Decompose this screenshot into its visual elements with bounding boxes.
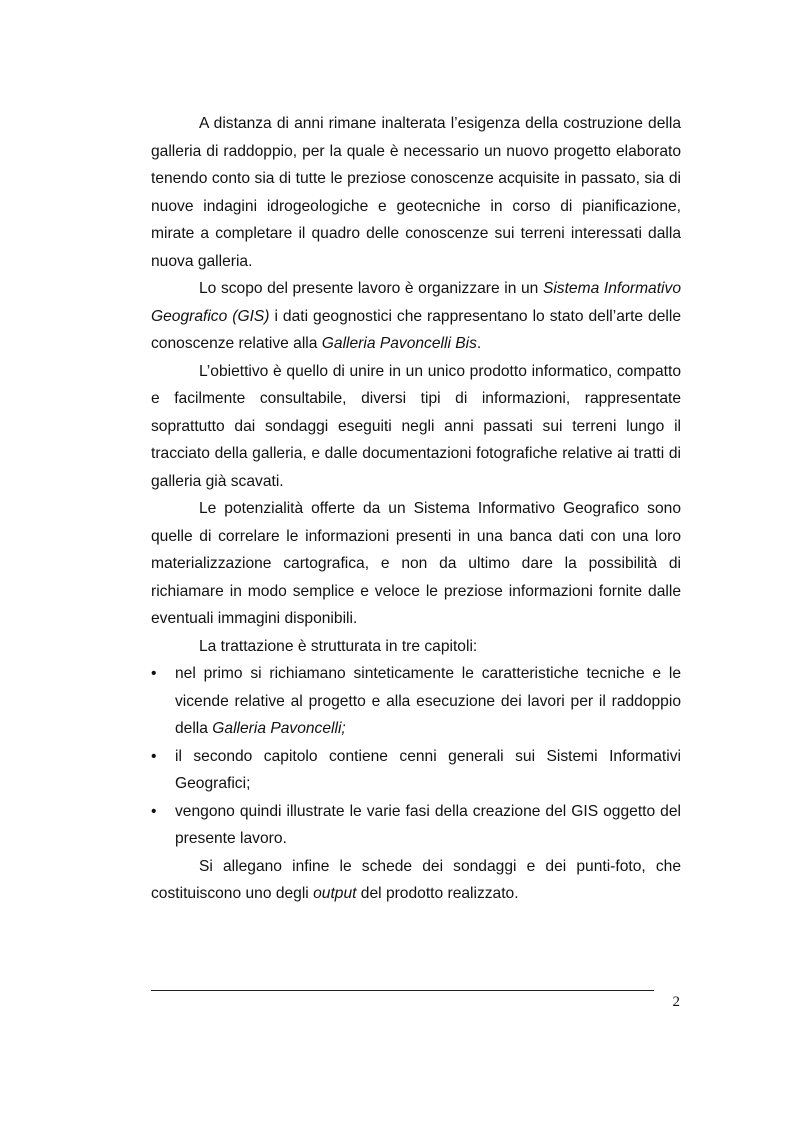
bullet-icon: • xyxy=(151,802,157,820)
chapter-list xyxy=(151,660,681,853)
list-item-text: vengono quindi illustrate le varie fasi della creazione del GIS oggetto del presente lavoro. xyxy=(175,802,681,847)
paragraph-text: Lo scopo del presente lavoro è organizzare in un xyxy=(199,280,543,297)
italic-term-output: output xyxy=(313,885,357,902)
list-item xyxy=(151,660,681,743)
paragraph-objective xyxy=(151,358,681,496)
paragraph-text: La trattazione è strutturata in tre capitoli: xyxy=(199,637,478,655)
paragraph-potential xyxy=(151,495,681,633)
bullet-icon: • xyxy=(151,747,157,765)
list-item xyxy=(151,798,681,853)
italic-term-gallery: Galleria Pavoncelli; xyxy=(212,720,346,737)
footer-divider xyxy=(151,990,654,991)
paragraph-gallery-need xyxy=(151,110,681,275)
body-text xyxy=(151,110,681,908)
bullet-icon: • xyxy=(151,665,157,682)
paragraph-text: Le potenzialità offerte da un Sistema Informativo Geografico sono quelle di correlare le informazioni presenti in una banca dati con una loro materializzazione cartografica, e non da ultimo dare la possibilità di richiamare in modo semplice e veloce le preziose informazioni fornite dalle eventuali immagini disponibili. xyxy=(151,500,681,627)
paragraph-text: L’obiettivo è quello di unire in un unico prodotto informatico, compatto e facilmente consultabile, diversi tipi di informazioni, rappresentate soprattutto dai sondaggi eseguiti negli anni passati sui terreni lungo il tracciato della galleria, e dalle documentazioni fotografiche relative ai tratti di galleria già scavati. xyxy=(151,362,681,490)
paragraph-text: i dati geognostici che rappresentano lo stato dell’arte delle conoscenze relative alla xyxy=(151,307,682,352)
list-item xyxy=(151,743,681,798)
paragraph-text: . xyxy=(476,335,482,352)
paragraph-text: del prodotto realizzato. xyxy=(356,885,519,902)
paragraph-text: A distanza di anni rimane inalterata l’esigenza della costruzione della galleria di raddoppio, per la quale è necessario un nuovo progetto elaborato tenendo conto sia di tutte le preziose conoscenze acquisite in passato, sia di nuove indagini idrogeologiche e geotecniche in corso di pianificazione, mirate a completare il quadro delle conoscenze sui terreni interessati dalla nuova galleria. xyxy=(151,115,681,270)
paragraph-attachments xyxy=(151,853,681,908)
italic-term-gis: Sistema Informativo Geografico (GIS) xyxy=(151,280,681,325)
italic-term-gallery: Galleria Pavoncelli Bis xyxy=(321,335,477,352)
page-number: 2 xyxy=(672,994,680,1010)
paragraph-structure-intro xyxy=(151,633,681,661)
paragraph-text: Si allegano infine le schede dei sondaggi e dei punti-foto, che costituiscono uno degli xyxy=(151,857,681,902)
list-item-text: nel primo si richiamano sinteticamente le caratteristiche tecniche e le vicende relative al progetto e alla esecuzione dei lavori per il raddoppio della xyxy=(175,665,681,737)
list-item-text: il secondo capitolo contiene cenni generali sui Sistemi Informativi Geografici; xyxy=(175,747,681,792)
paragraph-purpose xyxy=(151,275,681,358)
